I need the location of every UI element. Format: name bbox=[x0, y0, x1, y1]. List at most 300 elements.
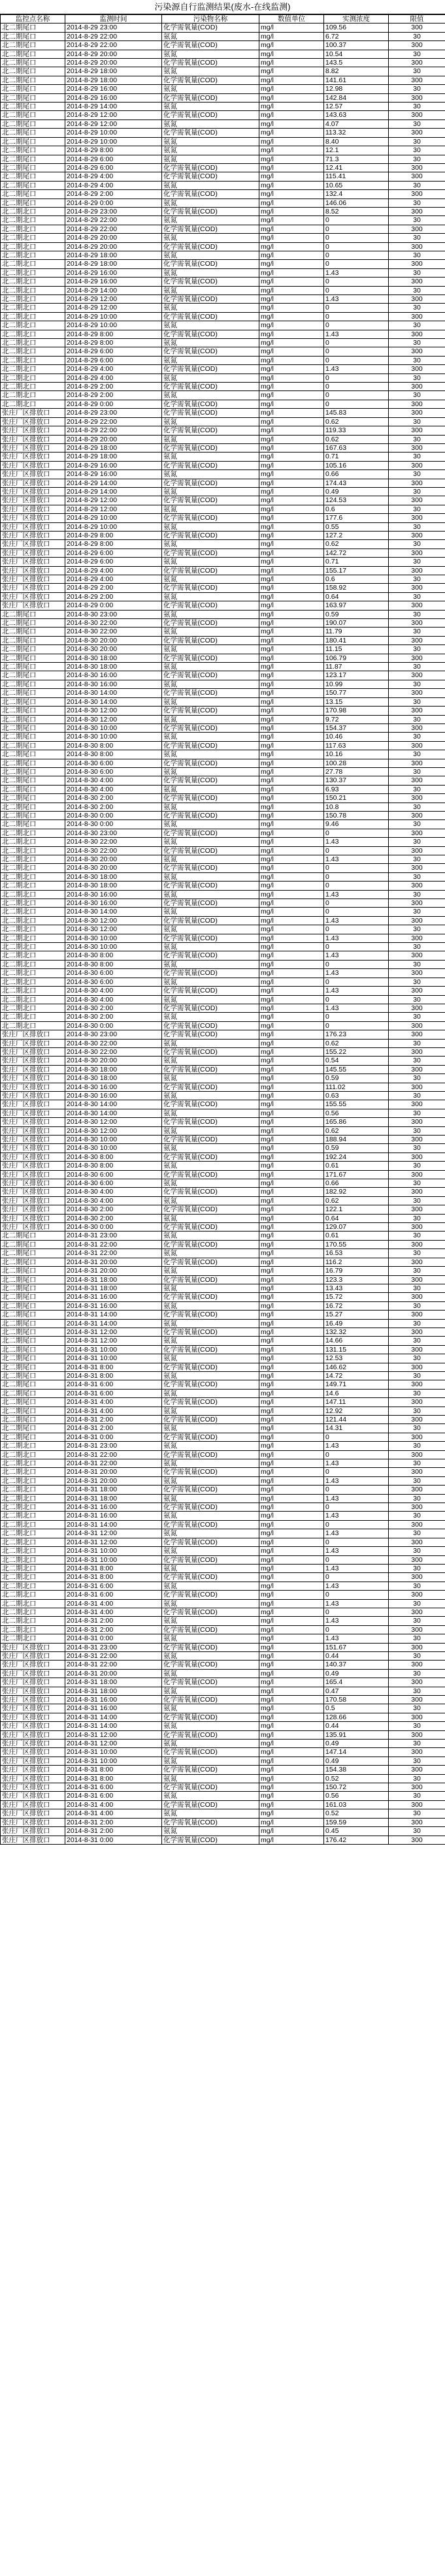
table-row bbox=[1, 1047, 445, 1056]
value-cell: 0 bbox=[324, 383, 389, 391]
unit-cell: mg/l bbox=[259, 978, 324, 986]
table-row bbox=[1, 1188, 445, 1196]
table-row bbox=[1, 356, 445, 364]
site-cell: 北二期北口 bbox=[1, 872, 65, 881]
limit-cell: 300 bbox=[389, 426, 445, 435]
pollutant-cell: 化学需氧量(COD) bbox=[162, 1520, 259, 1529]
unit-cell: mg/l bbox=[259, 1459, 324, 1468]
site-cell: 北二期尾口 bbox=[1, 715, 65, 724]
time-cell: 2014-8-30 4:00 bbox=[65, 785, 162, 793]
value-cell: 27.78 bbox=[324, 767, 389, 776]
value-cell: 116.2 bbox=[324, 1258, 389, 1266]
table-row bbox=[1, 1442, 445, 1450]
unit-cell: mg/l bbox=[259, 1407, 324, 1415]
pollutant-cell: 氨氮 bbox=[162, 592, 259, 601]
pollutant-cell: 化学需氧量(COD) bbox=[162, 549, 259, 557]
site-cell: 北二期北口 bbox=[1, 268, 65, 277]
table-row bbox=[1, 610, 445, 618]
time-cell: 2014-8-29 22:00 bbox=[65, 417, 162, 426]
time-cell: 2014-8-30 18:00 bbox=[65, 882, 162, 890]
time-cell: 2014-8-29 20:00 bbox=[65, 242, 162, 251]
time-cell: 2014-8-30 12:00 bbox=[65, 1118, 162, 1126]
unit-cell: mg/l bbox=[259, 453, 324, 461]
pollutant-cell: 氨氮 bbox=[162, 1232, 259, 1240]
unit-cell: mg/l bbox=[259, 242, 324, 251]
table-row bbox=[1, 50, 445, 58]
unit-cell: mg/l bbox=[259, 400, 324, 408]
time-cell: 2014-8-30 22:00 bbox=[65, 628, 162, 636]
unit-cell: mg/l bbox=[259, 163, 324, 172]
value-cell: 150.21 bbox=[324, 794, 389, 803]
value-cell: 0 bbox=[324, 1486, 389, 1494]
time-cell: 2014-8-30 20:00 bbox=[65, 1057, 162, 1065]
site-cell: 北二期北口 bbox=[1, 225, 65, 233]
limit-cell: 300 bbox=[389, 1678, 445, 1687]
value-cell: 111.02 bbox=[324, 1083, 389, 1091]
time-cell: 2014-8-31 16:00 bbox=[65, 1696, 162, 1704]
pollutant-cell: 氨氮 bbox=[162, 1389, 259, 1397]
time-cell: 2014-8-29 10:00 bbox=[65, 522, 162, 531]
table-row bbox=[1, 1118, 445, 1126]
site-cell: 北二期北口 bbox=[1, 242, 65, 251]
table-row bbox=[1, 951, 445, 960]
unit-cell: mg/l bbox=[259, 111, 324, 119]
time-cell: 2014-8-30 16:00 bbox=[65, 671, 162, 680]
limit-cell: 300 bbox=[389, 829, 445, 837]
value-cell: 170.55 bbox=[324, 1240, 389, 1248]
unit-cell: mg/l bbox=[259, 181, 324, 189]
time-cell: 2014-8-31 8:00 bbox=[65, 1363, 162, 1371]
table-row bbox=[1, 1267, 445, 1275]
site-cell: 北二期尾口 bbox=[1, 1345, 65, 1354]
site-cell: 北二期北口 bbox=[1, 846, 65, 855]
pollutant-cell: 化学需氧量(COD) bbox=[162, 129, 259, 137]
site-cell: 北二期北口 bbox=[1, 978, 65, 986]
time-cell: 2014-8-29 20:00 bbox=[65, 435, 162, 443]
table-row bbox=[1, 1109, 445, 1117]
site-cell: 北二期北口 bbox=[1, 339, 65, 347]
unit-cell: mg/l bbox=[259, 1311, 324, 1319]
table-row bbox=[1, 470, 445, 479]
value-cell: 1.43 bbox=[324, 268, 389, 277]
value-cell: 182.92 bbox=[324, 1188, 389, 1196]
limit-cell: 30 bbox=[389, 1354, 445, 1363]
site-cell: 北二期尾口 bbox=[1, 1267, 65, 1275]
value-cell: 174.43 bbox=[324, 479, 389, 487]
pollutant-cell: 氨氮 bbox=[162, 628, 259, 636]
site-cell: 张庄厂区排放口 bbox=[1, 1800, 65, 1809]
time-cell: 2014-8-30 8:00 bbox=[65, 960, 162, 968]
time-cell: 2014-8-30 4:00 bbox=[65, 1196, 162, 1205]
unit-cell: mg/l bbox=[259, 24, 324, 32]
value-cell: 180.41 bbox=[324, 636, 389, 644]
limit-cell: 300 bbox=[389, 1258, 445, 1266]
site-cell: 北二期尾口 bbox=[1, 636, 65, 644]
limit-cell: 30 bbox=[389, 575, 445, 584]
unit-cell: mg/l bbox=[259, 645, 324, 654]
value-cell: 11.15 bbox=[324, 645, 389, 654]
value-cell: 0.71 bbox=[324, 453, 389, 461]
table-row bbox=[1, 181, 445, 189]
unit-cell: mg/l bbox=[259, 899, 324, 908]
unit-cell: mg/l bbox=[259, 803, 324, 811]
table-row bbox=[1, 1827, 445, 1836]
table-row bbox=[1, 1740, 445, 1748]
time-cell: 2014-8-31 2:00 bbox=[65, 1416, 162, 1424]
value-cell: 0 bbox=[324, 251, 389, 259]
site-cell: 北二期尾口 bbox=[1, 1240, 65, 1248]
limit-cell: 30 bbox=[389, 663, 445, 671]
limit-cell: 30 bbox=[389, 1389, 445, 1397]
unit-cell: mg/l bbox=[259, 1196, 324, 1205]
value-cell: 131.15 bbox=[324, 1345, 389, 1354]
table-row bbox=[1, 1153, 445, 1161]
limit-cell: 30 bbox=[389, 453, 445, 461]
site-cell: 张庄厂区排放口 bbox=[1, 409, 65, 417]
value-cell: 154.37 bbox=[324, 724, 389, 732]
value-cell: 100.28 bbox=[324, 759, 389, 767]
time-cell: 2014-8-30 6:00 bbox=[65, 1179, 162, 1188]
pollutant-cell: 化学需氧量(COD) bbox=[162, 163, 259, 172]
pollutant-cell: 化学需氧量(COD) bbox=[162, 496, 259, 505]
time-cell: 2014-8-29 4:00 bbox=[65, 365, 162, 374]
limit-cell: 30 bbox=[389, 251, 445, 259]
value-cell: 163.97 bbox=[324, 601, 389, 610]
value-cell: 14.31 bbox=[324, 1424, 389, 1433]
limit-cell: 300 bbox=[389, 295, 445, 304]
table-row bbox=[1, 234, 445, 242]
pollutant-cell: 化学需氧量(COD) bbox=[162, 1293, 259, 1301]
table-row bbox=[1, 426, 445, 435]
site-cell: 张庄厂区排放口 bbox=[1, 1792, 65, 1800]
limit-cell: 30 bbox=[389, 1757, 445, 1765]
pollutant-cell: 氨氮 bbox=[162, 1179, 259, 1188]
pollutant-cell: 化学需氧量(COD) bbox=[162, 76, 259, 84]
time-cell: 2014-8-30 4:00 bbox=[65, 987, 162, 995]
site-cell: 张庄厂区排放口 bbox=[1, 1074, 65, 1083]
time-cell: 2014-8-29 0:00 bbox=[65, 400, 162, 408]
table-row bbox=[1, 1783, 445, 1792]
limit-cell: 300 bbox=[389, 1363, 445, 1371]
site-cell: 张庄厂区排放口 bbox=[1, 1223, 65, 1232]
unit-cell: mg/l bbox=[259, 199, 324, 207]
table-row bbox=[1, 1074, 445, 1083]
unit-cell: mg/l bbox=[259, 1389, 324, 1397]
unit-cell: mg/l bbox=[259, 1354, 324, 1363]
value-cell: 117.63 bbox=[324, 741, 389, 750]
limit-cell: 30 bbox=[389, 1740, 445, 1748]
table-row bbox=[1, 417, 445, 426]
time-cell: 2014-8-29 8:00 bbox=[65, 339, 162, 347]
limit-cell: 30 bbox=[389, 1039, 445, 1047]
value-cell: 0.44 bbox=[324, 1722, 389, 1730]
site-cell: 北二期北口 bbox=[1, 864, 65, 872]
limit-cell: 300 bbox=[389, 969, 445, 978]
time-cell: 2014-8-29 22:00 bbox=[65, 426, 162, 435]
pollutant-cell: 化学需氧量(COD) bbox=[162, 1625, 259, 1634]
limit-cell: 300 bbox=[389, 549, 445, 557]
site-cell: 张庄厂区排放口 bbox=[1, 417, 65, 426]
unit-cell: mg/l bbox=[259, 1512, 324, 1520]
value-cell: 167.63 bbox=[324, 443, 389, 452]
limit-cell: 300 bbox=[389, 1713, 445, 1721]
site-cell: 张庄厂区排放口 bbox=[1, 479, 65, 487]
value-cell: 1.43 bbox=[324, 1529, 389, 1538]
unit-cell: mg/l bbox=[259, 829, 324, 837]
pollutant-cell: 氨氮 bbox=[162, 750, 259, 759]
value-cell: 15.72 bbox=[324, 1293, 389, 1301]
table-row bbox=[1, 882, 445, 890]
unit-cell: mg/l bbox=[259, 119, 324, 128]
pollutant-cell: 氨氮 bbox=[162, 67, 259, 76]
limit-cell: 300 bbox=[389, 1503, 445, 1512]
value-cell: 0 bbox=[324, 260, 389, 268]
table-row bbox=[1, 146, 445, 155]
pollutant-cell: 氨氮 bbox=[162, 960, 259, 968]
limit-cell: 300 bbox=[389, 1538, 445, 1546]
pollutant-cell: 化学需氧量(COD) bbox=[162, 190, 259, 199]
time-cell: 2014-8-29 14:00 bbox=[65, 103, 162, 111]
time-cell: 2014-8-30 14:00 bbox=[65, 697, 162, 706]
site-cell: 北二期尾口 bbox=[1, 146, 65, 155]
pollutant-cell: 氨氮 bbox=[162, 435, 259, 443]
time-cell: 2014-8-29 16:00 bbox=[65, 461, 162, 469]
limit-cell: 300 bbox=[389, 76, 445, 84]
limit-cell: 30 bbox=[389, 838, 445, 846]
limit-cell: 30 bbox=[389, 1494, 445, 1503]
table-row bbox=[1, 435, 445, 443]
limit-cell: 30 bbox=[389, 216, 445, 225]
time-cell: 2014-8-29 8:00 bbox=[65, 146, 162, 155]
value-cell: 0.45 bbox=[324, 1827, 389, 1836]
time-cell: 2014-8-30 16:00 bbox=[65, 890, 162, 898]
pollutant-cell: 化学需氧量(COD) bbox=[162, 1538, 259, 1546]
pollutant-cell: 氨氮 bbox=[162, 1354, 259, 1363]
table-row bbox=[1, 1634, 445, 1643]
pollutant-cell: 化学需氧量(COD) bbox=[162, 619, 259, 628]
time-cell: 2014-8-31 18:00 bbox=[65, 1678, 162, 1687]
pollutant-cell: 氨氮 bbox=[162, 978, 259, 986]
limit-cell: 300 bbox=[389, 1696, 445, 1704]
unit-cell: mg/l bbox=[259, 1783, 324, 1792]
site-cell: 北二期北口 bbox=[1, 1486, 65, 1494]
value-cell: 0 bbox=[324, 1503, 389, 1512]
time-cell: 2014-8-31 20:00 bbox=[65, 1669, 162, 1678]
unit-cell: mg/l bbox=[259, 1074, 324, 1083]
unit-cell: mg/l bbox=[259, 882, 324, 890]
unit-cell: mg/l bbox=[259, 356, 324, 364]
time-cell: 2014-8-29 2:00 bbox=[65, 190, 162, 199]
unit-cell: mg/l bbox=[259, 811, 324, 819]
unit-cell: mg/l bbox=[259, 391, 324, 400]
value-cell: 1.43 bbox=[324, 890, 389, 898]
pollutant-cell: 氨氮 bbox=[162, 1494, 259, 1503]
pollutant-cell: 化学需氧量(COD) bbox=[162, 1416, 259, 1424]
value-cell: 0 bbox=[324, 304, 389, 312]
site-cell: 北二期尾口 bbox=[1, 1389, 65, 1397]
value-cell: 12.98 bbox=[324, 85, 389, 93]
site-cell: 北二期尾口 bbox=[1, 724, 65, 732]
table-row bbox=[1, 1021, 445, 1030]
limit-cell: 30 bbox=[389, 1774, 445, 1783]
pollutant-cell: 化学需氧量(COD) bbox=[162, 1205, 259, 1214]
unit-cell: mg/l bbox=[259, 776, 324, 785]
unit-cell: mg/l bbox=[259, 374, 324, 382]
limit-cell: 300 bbox=[389, 1450, 445, 1459]
value-cell: 147.11 bbox=[324, 1398, 389, 1407]
value-cell: 0 bbox=[324, 225, 389, 233]
value-cell: 132.32 bbox=[324, 1328, 389, 1336]
pollutant-cell: 氨氮 bbox=[162, 137, 259, 146]
table-row bbox=[1, 960, 445, 968]
table-row bbox=[1, 1608, 445, 1616]
pollutant-cell: 氨氮 bbox=[162, 286, 259, 294]
table-row bbox=[1, 1704, 445, 1713]
site-cell: 张庄厂区排放口 bbox=[1, 522, 65, 531]
value-cell: 1.43 bbox=[324, 1459, 389, 1468]
site-cell: 北二期北口 bbox=[1, 1634, 65, 1643]
pollutant-cell: 氨氮 bbox=[162, 1013, 259, 1021]
site-cell: 北二期北口 bbox=[1, 251, 65, 259]
site-cell: 张庄厂区排放口 bbox=[1, 487, 65, 496]
unit-cell: mg/l bbox=[259, 1205, 324, 1214]
site-cell: 北二期北口 bbox=[1, 960, 65, 968]
pollutant-cell: 化学需氧量(COD) bbox=[162, 1398, 259, 1407]
pollutant-cell: 氨氮 bbox=[162, 453, 259, 461]
time-cell: 2014-8-29 8:00 bbox=[65, 330, 162, 338]
table-row bbox=[1, 759, 445, 767]
unit-cell: mg/l bbox=[259, 1223, 324, 1232]
unit-cell: mg/l bbox=[259, 1319, 324, 1328]
time-cell: 2014-8-31 10:00 bbox=[65, 1757, 162, 1765]
time-cell: 2014-8-30 0:00 bbox=[65, 820, 162, 829]
unit-cell: mg/l bbox=[259, 1240, 324, 1248]
pollutant-cell: 氨氮 bbox=[162, 820, 259, 829]
time-cell: 2014-8-30 6:00 bbox=[65, 969, 162, 978]
value-cell: 161.03 bbox=[324, 1800, 389, 1809]
limit-cell: 30 bbox=[389, 715, 445, 724]
value-cell: 11.79 bbox=[324, 628, 389, 636]
pollutant-cell: 化学需氧量(COD) bbox=[162, 1555, 259, 1564]
value-cell: 1.43 bbox=[324, 1582, 389, 1590]
pollutant-cell: 化学需氧量(COD) bbox=[162, 951, 259, 960]
pollutant-cell: 氨氮 bbox=[162, 146, 259, 155]
pollutant-cell: 化学需氧量(COD) bbox=[162, 1004, 259, 1012]
pollutant-cell: 化学需氧量(COD) bbox=[162, 1258, 259, 1266]
table-row bbox=[1, 925, 445, 934]
unit-cell: mg/l bbox=[259, 1021, 324, 1030]
limit-cell: 30 bbox=[389, 417, 445, 426]
limit-cell: 30 bbox=[389, 119, 445, 128]
time-cell: 2014-8-30 22:00 bbox=[65, 1039, 162, 1047]
table-row bbox=[1, 1328, 445, 1336]
pollutant-cell: 化学需氧量(COD) bbox=[162, 1503, 259, 1512]
time-cell: 2014-8-29 10:00 bbox=[65, 129, 162, 137]
site-cell: 北二期尾口 bbox=[1, 129, 65, 137]
limit-cell: 30 bbox=[389, 645, 445, 654]
unit-cell: mg/l bbox=[259, 417, 324, 426]
time-cell: 2014-8-31 22:00 bbox=[65, 1450, 162, 1459]
unit-cell: mg/l bbox=[259, 566, 324, 575]
value-cell: 170.58 bbox=[324, 1696, 389, 1704]
unit-cell: mg/l bbox=[259, 32, 324, 40]
unit-cell: mg/l bbox=[259, 549, 324, 557]
site-cell: 北二期尾口 bbox=[1, 750, 65, 759]
table-row bbox=[1, 295, 445, 304]
limit-cell: 300 bbox=[389, 514, 445, 522]
table-row bbox=[1, 1179, 445, 1188]
site-cell: 张庄厂区排放口 bbox=[1, 1678, 65, 1687]
table-row bbox=[1, 1494, 445, 1503]
limit-cell: 30 bbox=[389, 339, 445, 347]
limit-cell: 300 bbox=[389, 1205, 445, 1214]
time-cell: 2014-8-30 12:00 bbox=[65, 715, 162, 724]
unit-cell: mg/l bbox=[259, 304, 324, 312]
value-cell: 0 bbox=[324, 1013, 389, 1021]
value-cell: 143.63 bbox=[324, 111, 389, 119]
value-cell: 146.06 bbox=[324, 199, 389, 207]
time-cell: 2014-8-31 14:00 bbox=[65, 1311, 162, 1319]
limit-cell: 300 bbox=[389, 1555, 445, 1564]
limit-cell: 300 bbox=[389, 776, 445, 785]
value-cell: 6.72 bbox=[324, 32, 389, 40]
pollutant-cell: 化学需氧量(COD) bbox=[162, 794, 259, 803]
site-cell: 北二期尾口 bbox=[1, 680, 65, 688]
value-cell: 8.40 bbox=[324, 137, 389, 146]
table-row bbox=[1, 1293, 445, 1301]
limit-cell: 30 bbox=[389, 1564, 445, 1572]
unit-cell: mg/l bbox=[259, 531, 324, 539]
table-row bbox=[1, 1240, 445, 1248]
limit-cell: 300 bbox=[389, 1818, 445, 1826]
time-cell: 2014-8-31 2:00 bbox=[65, 1424, 162, 1433]
site-cell: 张庄厂区排放口 bbox=[1, 1188, 65, 1196]
limit-cell: 30 bbox=[389, 199, 445, 207]
time-cell: 2014-8-31 8:00 bbox=[65, 1564, 162, 1572]
pollutant-cell: 氨氮 bbox=[162, 1617, 259, 1625]
site-cell: 北二期尾口 bbox=[1, 59, 65, 67]
table-row bbox=[1, 443, 445, 452]
site-cell: 北二期北口 bbox=[1, 1582, 65, 1590]
site-cell: 北二期北口 bbox=[1, 330, 65, 338]
pollutant-cell: 氨氮 bbox=[162, 697, 259, 706]
site-cell: 张庄厂区排放口 bbox=[1, 1722, 65, 1730]
pollutant-cell: 化学需氧量(COD) bbox=[162, 479, 259, 487]
limit-cell: 30 bbox=[389, 697, 445, 706]
time-cell: 2014-8-30 10:00 bbox=[65, 943, 162, 951]
limit-cell: 30 bbox=[389, 137, 445, 146]
time-cell: 2014-8-29 12:00 bbox=[65, 111, 162, 119]
limit-cell: 30 bbox=[389, 85, 445, 93]
limit-cell: 300 bbox=[389, 24, 445, 32]
pollutant-cell: 化学需氧量(COD) bbox=[162, 1468, 259, 1476]
time-cell: 2014-8-29 6:00 bbox=[65, 558, 162, 566]
pollutant-cell: 化学需氧量(COD) bbox=[162, 1486, 259, 1494]
value-cell: 0 bbox=[324, 1538, 389, 1546]
value-cell: 176.42 bbox=[324, 1836, 389, 1844]
value-cell: 171.67 bbox=[324, 1170, 389, 1179]
pollutant-cell: 氨氮 bbox=[162, 1319, 259, 1328]
site-cell: 北二期尾口 bbox=[1, 1311, 65, 1319]
pollutant-cell: 化学需氧量(COD) bbox=[162, 1170, 259, 1179]
limit-cell: 300 bbox=[389, 1748, 445, 1757]
limit-cell: 300 bbox=[389, 689, 445, 697]
unit-cell: mg/l bbox=[259, 1740, 324, 1748]
pollutant-cell: 化学需氧量(COD) bbox=[162, 566, 259, 575]
time-cell: 2014-8-31 23:00 bbox=[65, 1442, 162, 1450]
pollutant-cell: 氨氮 bbox=[162, 199, 259, 207]
site-cell: 北二期北口 bbox=[1, 1013, 65, 1021]
